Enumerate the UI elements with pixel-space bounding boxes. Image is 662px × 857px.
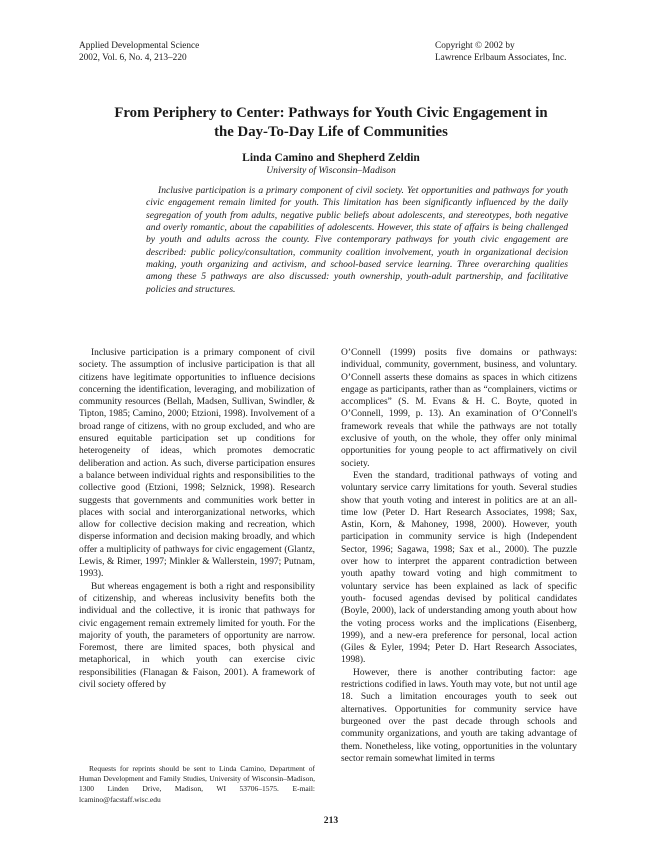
body-paragraph: Even the standard, traditional pathways of voting and voluntary service carry limitations for youth. Several studies show that youth voting and interest in politics are at an all-time low (Peter D. Hart Research Associates, 1998; Sax, Astin, Korn, & Mahoney, 1998, 2000). However, youth participation in community service is high (Independent Sector, 1996; Sagawa, 1998; Sax et al., 2000). The puzzle over how to interpret the apparent contradiction between youth apathy toward voting and high commitment to voluntary service has been explained as lack of specific youth- focused agendas devised by political candidates (Boyle, 2000), lack of understanding among youth about how the voting process works and the implications (Eisenberg, 1999), and a new-era preference for personal, local action (Giles & Eyler, 1994; Peter D. Hart Research Associates, 1998). xyxy=(341,470,577,666)
reprint-footnote: Requests for reprints should be sent to Linda Camino, Department of Human Development and Family Studies, University of Wisconsin–Madison, 1300 Linden Drive, Madison, WI 53706–1575. E-mail: lcamino@facstaff.wisc.edu xyxy=(79,764,315,804)
copyright-line-1: Copyright © 2002 by xyxy=(435,41,515,51)
page-number: 213 xyxy=(323,815,339,826)
title-line-1: From Periphery to Center: Pathways for Youth Civic Engagement in xyxy=(114,105,548,121)
title-line-2: the Day-To-Day Life of Communities xyxy=(214,124,448,140)
journal-issue: 2002, Vol. 6, No. 4, 213–220 xyxy=(79,53,187,63)
body-paragraph: However, there is another contributing factor: age restrictions codified in laws. Youth may vote, but not until age 18. Such a limitation encourages youth to seek out alternatives. Opportunities for community service have burgeoned over the past decade through schools and community organizations, and youth are taking advantage of them. Nonetheless, like voting, opportunities in the voluntary sector remain somewhat limited in terms xyxy=(341,667,577,764)
body-paragraph: O’Connell (1999) posits five domains or pathways: individual, community, government, business, and voluntary. O’Connell asserts these domains as spaces in which citizens engage as participants, rather than as “complainers, victims or accomplices” (S. M. Evans & H. C. Boyte, quoted in O’Connell, 1999, p. 13). An examination of O’Connell's framework reveals that while the pathways are not totally exclusive of youth, on the whole, they offer only minimal opportunities for young people to act affirmatively on civil society. xyxy=(341,348,577,469)
body-paragraph: Inclusive participation is a primary component of civil society. The assumption of inclusive participation is that all citizens have legitimate opportunities to influence decisions concerning the identification, leveraging, and mobilization of community resources (Bellah, Madsen, Sullivan, Swindler, & Tipton, 1985; Camino, 2000; Etzioni, 1998). Involvement of a broad range of citizens, with no group excluded, and who are ensured equitable participation set up conditions for heterogeneity of ideas, which promotes democratic deliberation and action. As such, diverse participation ensures a balance between individual rights and responsibilities to the collective good (Etzioni, 1998; Selznick, 1998). Research suggests that governments and communities work better in places with social and interorganizational networks, which allow for collective decision making and recreation, which disperse information and decision making broadly, and which offer a multiplicity of pathways for civic engagement (Glantz, Lewis, & Rimer, 1997; Minkler & Wallerstein, 1997; Putnam, 1993). xyxy=(79,348,315,580)
body-column-right xyxy=(341,347,577,765)
body-column-left xyxy=(79,347,315,691)
authors: Linda Camino and Shepherd Zeldin xyxy=(242,152,420,164)
article-title xyxy=(70,104,592,142)
abstract: Inclusive participation is a primary component of civil society. Yet opportunities and pathways for youth civic engagement remain limited for youth. This limitation has been significantly influenced by the daily segregation of youth from adults, negative public beliefs about adolescents, and stereotypes, both negative and overly romantic, about the capabilities of adolescents. However, this state of affairs is being challenged by youth and adults across the county. Five contemporary pathways for youth civic engagement are described: public policy/consultation, community coalition involvement, youth in organizational decision making, youth organizing and activism, and school-based service learning. Three overarching qualities among these 5 pathways are also discussed: youth ownership, youth-adult partnership, and facilitative policies and structures. xyxy=(146,185,568,295)
journal-header xyxy=(79,40,199,64)
copyright-header xyxy=(435,40,566,64)
body-paragraph: But whereas engagement is both a right and responsibility of citizenship, and whereas inclusivity benefits both the individual and the collective, it is ironic that pathways for civic engagement remain extremely limited for youth. For the majority of youth, the parameters of opportunity are narrow. Foremost, there are limited spaces, both physical and metaphorical, in which youth can exercise civic responsibilities (Flanagan & Faison, 2001). A framework of civil society offered by xyxy=(79,581,315,691)
journal-name: Applied Developmental Science xyxy=(79,41,200,51)
copyright-line-2: Lawrence Erlbaum Associates, Inc. xyxy=(435,53,567,63)
affiliation: University of Wisconsin–Madison xyxy=(266,165,396,176)
